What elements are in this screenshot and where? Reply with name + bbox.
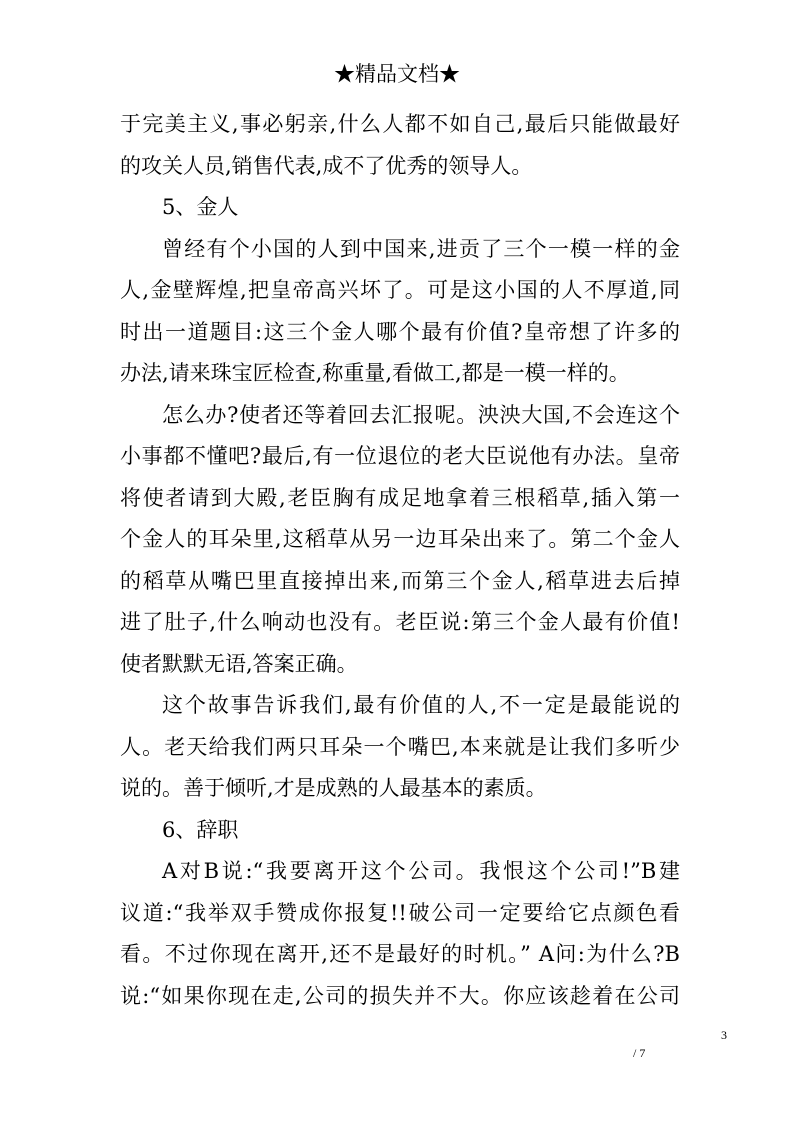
- text-line: 曾经有个小国的人到中国来,进贡了三个一模一样的金: [162, 236, 680, 261]
- document-header-title: ★精品文档★: [334, 62, 460, 86]
- text-line: 时出一道题目:这三个金人哪个最有价值?皇帝想了许多的: [120, 319, 680, 344]
- text-line: 于完美主义,事必躬亲,什么人都不如自己,最后只能做最好: [120, 112, 680, 136]
- text-line: 人。老天给我们两只耳朵一个嘴巴,本来就是让我们多听少: [120, 734, 680, 759]
- text-line: 的攻关人员,销售代表,成不了优秀的领导人。: [120, 153, 533, 178]
- text-line: 人,金壁辉煌,把皇帝高兴坏了。可是这小国的人不厚道,同: [120, 278, 680, 302]
- text-line: 议道:“我举双手赞成你报复!!破公司一定要给它点颜色看: [120, 900, 680, 925]
- text-line: 怎么办?使者还等着回去汇报呢。泱泱大国,不会连这个: [162, 402, 680, 427]
- text-line: 将使者请到大殿,老臣胸有成足地拿着三根稻草,插入第一: [120, 485, 680, 510]
- text-line: 办法,请来珠宝匠检查,称重量,看做工,都是一模一样的。: [120, 361, 630, 385]
- document-body: [120, 104, 680, 1017]
- page-total: / 7: [633, 1046, 646, 1060]
- section-heading: 6、辞职: [162, 817, 239, 842]
- text-line: 的稻草从嘴巴里直接掉出来,而第三个金人,稻草进去后掉: [120, 568, 680, 593]
- text-line: 这个故事告诉我们,最有价值的人,不一定是最能说的: [162, 693, 680, 717]
- text-line: 说:“如果你现在走,公司的损失并不大。你应该趁着在公司: [120, 983, 680, 1008]
- text-line: 使者默默无语,答案正确。: [120, 651, 358, 676]
- text-line: 个金人的耳朵里,这稻草从另一边耳朵出来了。第二个金人: [120, 527, 680, 551]
- text-line: A对B说:“我要离开这个公司。我恨这个公司!”B建: [162, 859, 680, 883]
- page-number: 3: [721, 1028, 727, 1042]
- text-line: 看。不过你现在离开,还不是最好的时机。” A问:为什么?B: [120, 942, 680, 966]
- text-line: 说的。善于倾听,才是成熟的人最基本的素质。: [120, 776, 547, 800]
- text-line: 小事都不懂吧?最后,有一位退位的老大臣说他有办法。皇帝: [120, 444, 680, 468]
- text-line: 进了肚子,什么响动也没有。老臣说:第三个金人最有价值!: [120, 610, 680, 634]
- section-heading: 5、金人: [162, 195, 239, 219]
